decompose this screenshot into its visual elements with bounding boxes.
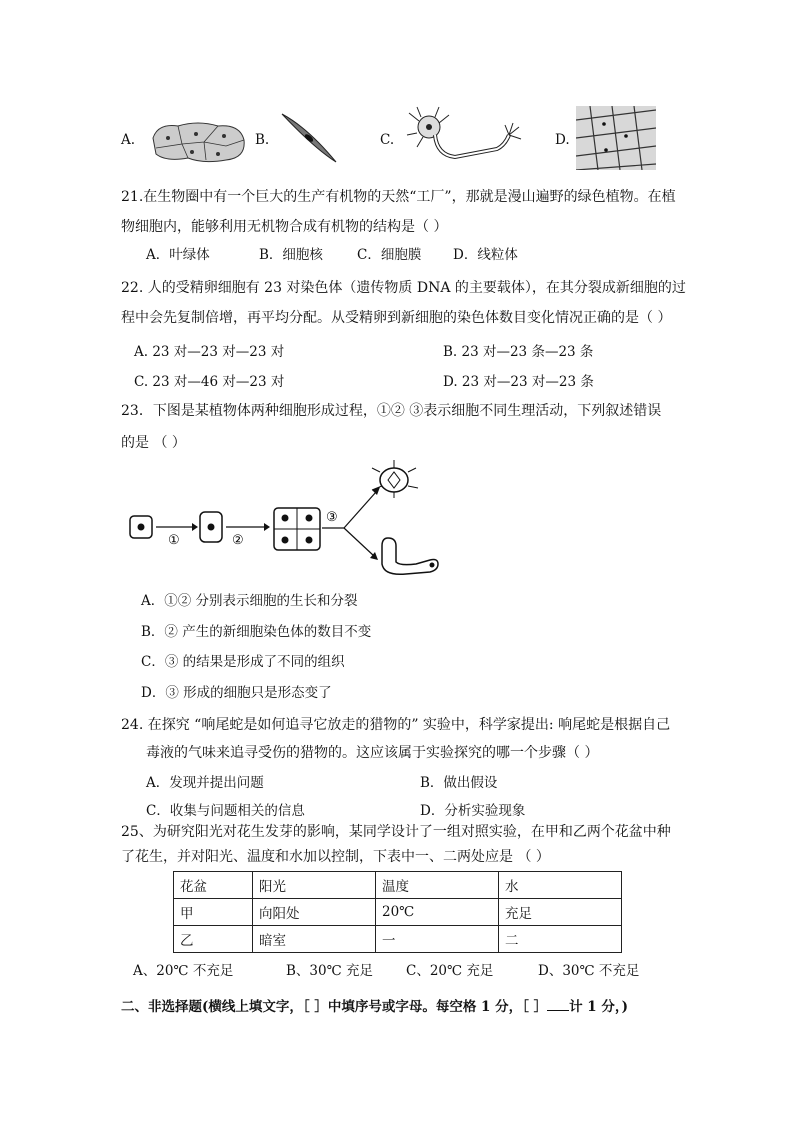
q23-option-c: C．③ 的结果是形成了不同的组织 bbox=[141, 654, 345, 670]
q24-option-a: A．发现并提出问题 bbox=[146, 775, 264, 791]
epithelial-cells-image bbox=[148, 118, 248, 164]
q25-stem-line2: 了花生，并对阳光、温度和水加以控制，下表中一、二两处应是 （ ） bbox=[121, 849, 550, 865]
control-experiment-table bbox=[173, 871, 622, 953]
section2-heading-part1: 二、非选择题(横线上填文字，［ ］中填序号或字母。每空格 1 分，［ ］ bbox=[121, 999, 548, 1015]
q22-option-b: B. 23 对—23 条—23 条 bbox=[443, 344, 594, 360]
q24-stem-line2: 毒液的气味来追寻受伤的猎物的。这应该属于实验探究的哪一个步骤（ ） bbox=[146, 745, 599, 761]
table-cell: 20℃ bbox=[376, 899, 499, 926]
q24-option-c: C．收集与问题相关的信息 bbox=[146, 803, 305, 819]
neuron-image bbox=[405, 105, 523, 167]
q24-option-d: D．分析实验现象 bbox=[420, 803, 526, 819]
q22-stem-line1: 22. 人的受精卵细胞有 23 对染色体（遗传物质 DNA 的主要载体），在其分裂成新细胞的过 bbox=[121, 280, 686, 296]
q20-option-a-label: A. bbox=[121, 132, 136, 148]
q23-option-d: D．③ 形成的细胞只是形态变了 bbox=[141, 685, 332, 701]
q24-stem-line1: 24. 在探究 “响尾蛇是如何追寻它放走的猎物的” 实验中，科学家提出: 响尾蛇是根据自己 bbox=[121, 717, 671, 733]
grown-cell bbox=[200, 512, 222, 542]
divided-cells bbox=[274, 508, 320, 550]
q20-option-c-label: C. bbox=[380, 132, 395, 148]
q20-option-d-label: D. bbox=[555, 132, 570, 148]
q25-option-c: C、20℃ 充足 bbox=[406, 963, 494, 979]
q25-option-b: B、30℃ 充足 bbox=[286, 963, 373, 979]
q22-stem-line2: 程中会先复制倍增，再平均分配。从受精卵到新细胞的染色体数目变化情况正确的是（ ） bbox=[121, 310, 672, 326]
table-header-row bbox=[174, 872, 622, 899]
table-cell: 暗室 bbox=[253, 926, 376, 953]
q25-stem-line1: 25、为研究阳光对花生发芽的影响，某同学设计了一组对照实验，在甲和乙两个花盆中种 bbox=[121, 824, 671, 840]
section2-heading bbox=[121, 995, 628, 1015]
q20-option-b-label: B. bbox=[255, 132, 270, 148]
table-cell: 充足 bbox=[499, 899, 622, 926]
table-header-cell: 温度 bbox=[376, 872, 499, 899]
table-cell: 二 bbox=[499, 926, 622, 953]
q23-option-a: A．①② 分别表示细胞的生长和分裂 bbox=[141, 593, 358, 609]
table-row bbox=[174, 926, 622, 953]
q21-option-a: A．叶绿体 bbox=[146, 247, 210, 263]
guard-cell-shape bbox=[372, 460, 418, 498]
q24-option-b: B．做出假设 bbox=[420, 775, 498, 791]
section2-heading-part2: 计 1 分，) bbox=[569, 999, 629, 1015]
muscle-cell-image bbox=[278, 108, 340, 166]
q21-option-c: C．细胞膜 bbox=[357, 247, 422, 263]
table-cell: 甲 bbox=[174, 899, 253, 926]
q23-option-b: B．② 产生的新细胞染色体的数目不变 bbox=[141, 624, 372, 640]
q23-stem-line1: 23．下图是某植物体两种细胞形成过程，①② ③表示细胞不同生理活动，下列叙述错误 bbox=[121, 403, 662, 419]
table-cell: 乙 bbox=[174, 926, 253, 953]
q25-option-a: A、20℃ 不充足 bbox=[133, 963, 234, 979]
single-cell bbox=[130, 516, 152, 538]
cell-formation-diagram bbox=[126, 458, 446, 583]
q23-stem-line2: 的是 （ ） bbox=[121, 435, 186, 451]
table-cell: 向阳处 bbox=[253, 899, 376, 926]
q22-option-d: D. 23 对—23 对—23 条 bbox=[443, 374, 594, 390]
q21-stem-line1: 21.在生物圈中有一个巨大的生产有机物的天然“工厂”，那就是漫山遍野的绿色植物。在植 bbox=[121, 189, 676, 205]
q22-option-c: C. 23 对—46 对—23 对 bbox=[134, 374, 285, 390]
answer-blank bbox=[547, 998, 569, 1011]
table-cell: 一 bbox=[376, 926, 499, 953]
table-header-cell: 阳光 bbox=[253, 872, 376, 899]
q21-stem-line2: 物细胞内，能够利用无机物合成有机物的结构是（ ） bbox=[121, 219, 448, 235]
q21-option-d: D．线粒体 bbox=[453, 247, 518, 263]
q25-option-d: D、30℃ 不充足 bbox=[538, 963, 640, 979]
table-row bbox=[174, 899, 622, 926]
q22-option-a: A. 23 对—23 对—23 对 bbox=[134, 344, 285, 360]
q21-option-b: B．细胞核 bbox=[259, 247, 323, 263]
plant-cells-image bbox=[576, 106, 656, 170]
table-header-cell: 水 bbox=[499, 872, 622, 899]
arrow-label-1: ① bbox=[168, 533, 180, 548]
table-header-cell: 花盆 bbox=[174, 872, 253, 899]
elongated-cell-shape bbox=[382, 538, 438, 574]
arrow-label-2: ② bbox=[232, 533, 244, 548]
arrow-label-3: ③ bbox=[326, 510, 338, 525]
